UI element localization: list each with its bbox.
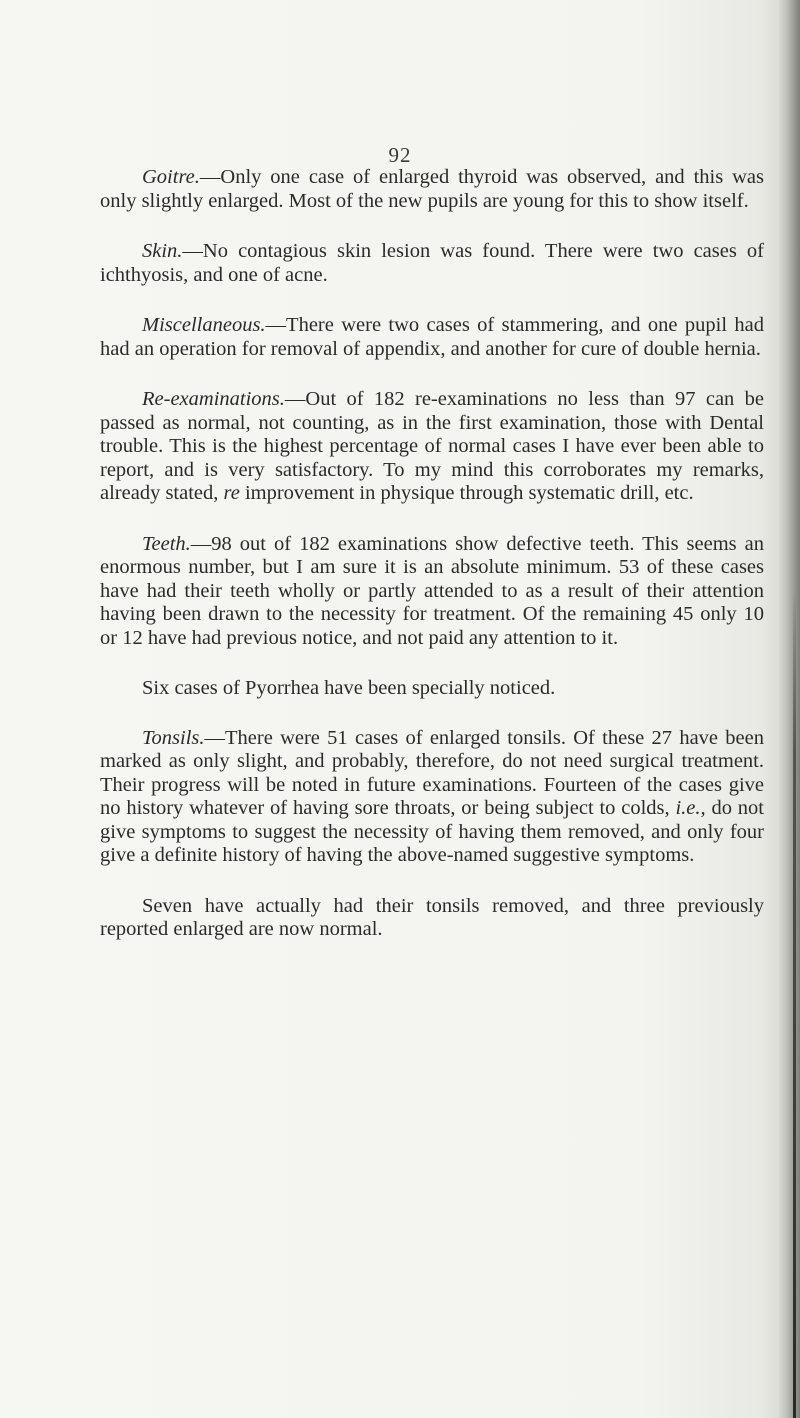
text-goitre: —Only one case of enlarged thyroid was observed, and this was only slightly enlarged. Most of the new pupils are young for this to show itself. <box>100 166 764 212</box>
page-edge-shadow <box>778 0 800 1418</box>
text-reexaminations-2: improvement in physique through systematic drill, etc. <box>239 482 694 504</box>
heading-skin: Skin. <box>142 240 183 262</box>
text-tonsils-1: —There were 51 cases of enlarged tonsils. Of these 27 have been marked as only slight, and probably, therefore, do not need surgical treatment. Their progress will be noted in future examinations. Fourteen of the cases give no history whatever of having sore throats, or being subject to colds, <box>100 726 764 819</box>
page-number: 92 <box>388 143 412 167</box>
paragraph-skin <box>100 240 764 287</box>
paragraph-goitre <box>100 166 764 213</box>
document-body <box>100 166 764 969</box>
text-tonsils-ie: i.e., <box>675 797 706 819</box>
text-skin: —No contagious skin lesion was found. There were two cases of ichthyosis, and one of acne. <box>100 240 764 286</box>
heading-miscellaneous: Miscellaneous. <box>142 314 266 336</box>
heading-goitre: Goitre. <box>142 166 200 188</box>
paragraph-reexaminations <box>100 388 764 506</box>
text-reexaminations-re: re <box>223 482 240 504</box>
heading-tonsils: Tonsils. <box>142 726 205 749</box>
paragraph-teeth <box>100 533 764 651</box>
text-pyorrhea: Six cases of Pyorrhea have been specially noticed. <box>142 677 556 699</box>
paragraph-miscellaneous <box>100 314 764 361</box>
heading-teeth: Teeth. <box>142 532 191 555</box>
paragraph-pyorrhea <box>100 677 764 701</box>
text-tonsils-removed: Seven have actually had their tonsils removed, and three previously reported enlarged are now normal. <box>100 894 764 940</box>
text-miscellaneous: —There were two cases of stammering, and one pupil had had an operation for removal of appendix, and another for cure of double hernia. <box>100 314 764 360</box>
text-teeth: —98 out of 182 examinations show defective teeth. This seems an enormous number, but I am sure it is an absolute minimum. 53 of these cases have had their teeth wholly or partly attended to as a result of their attention having been drawn to the necessity for treatment. Of the remaining 45 only 10 or 12 have had previous notice, and not paid any attention to it. <box>100 532 764 649</box>
heading-reexaminations: Re-examinations. <box>142 388 285 410</box>
binding-edge <box>793 590 796 1418</box>
text-tonsils-2: do not give symptoms to suggest the necessity of having them removed, and only four give a definite history of having the above-named suggestive symptoms. <box>100 797 764 866</box>
text-reexaminations-1: —Out of 182 re-examinations no less than 97 can be passed as normal, not counting, as in the first examination, those with Dental trouble. This is the highest percentage of normal cases I have ever been able to report, and is very satisfactory. To my mind this corroborates my remarks, already stated, <box>100 388 764 504</box>
paragraph-tonsils <box>100 727 764 868</box>
paragraph-tonsils-removed <box>100 895 764 942</box>
